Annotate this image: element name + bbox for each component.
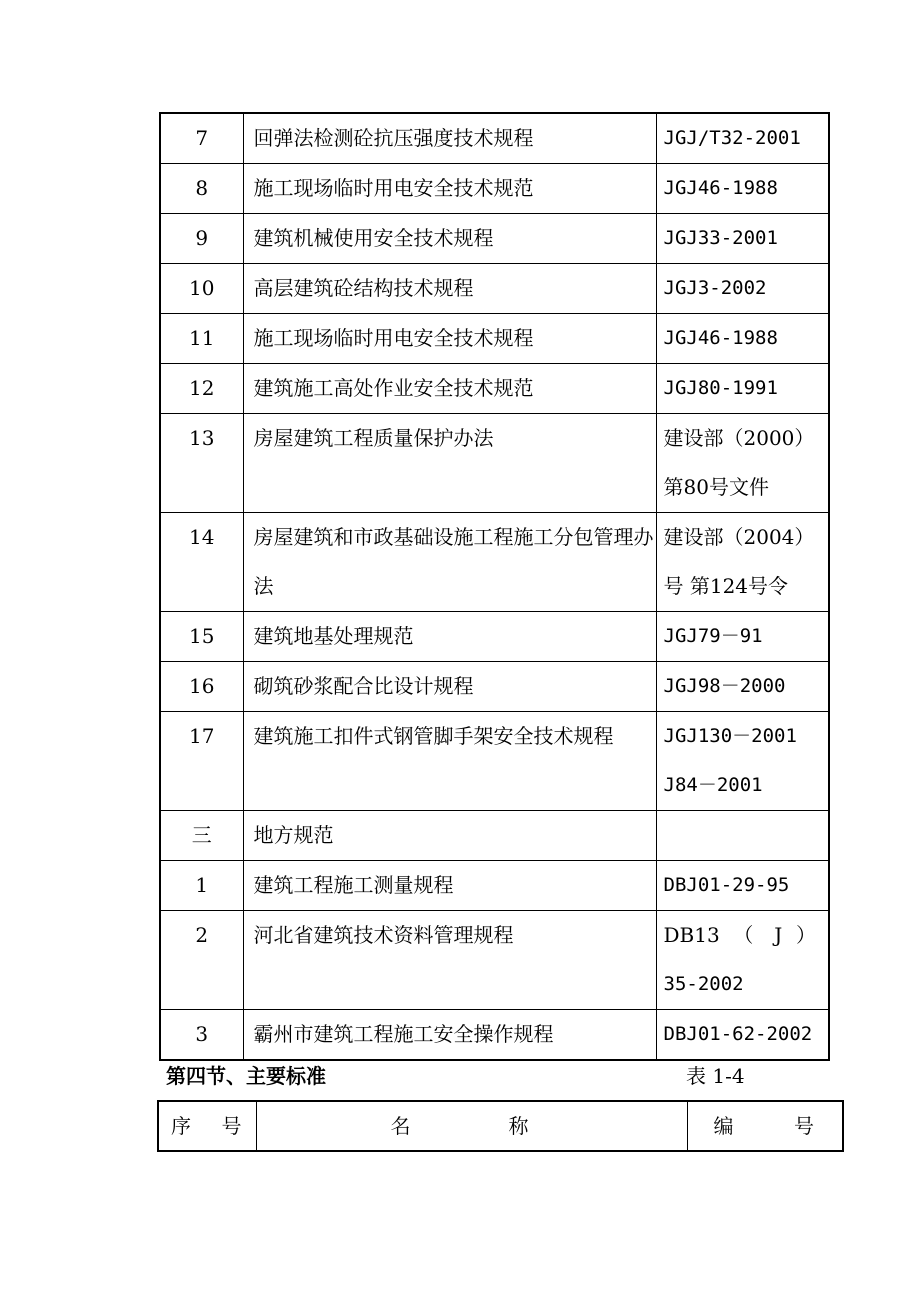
table-row — [160, 264, 829, 314]
row-number: 13 — [160, 414, 243, 513]
table-row — [160, 861, 829, 911]
row-number: 8 — [160, 164, 243, 214]
standard-name: 施工现场临时用电安全技术规范 — [243, 164, 656, 214]
standard-code — [656, 662, 829, 712]
standard-name: 房屋建筑工程质量保护办法 — [243, 414, 656, 513]
row-number: 17 — [160, 712, 243, 811]
table-row — [160, 414, 829, 513]
standard-code-line: JGJ3-2002 — [663, 277, 767, 299]
standard-code-line: JGJ80-1991 — [663, 377, 778, 399]
standard-name: 高层建筑砼结构技术规程 — [243, 264, 656, 314]
standard-code — [656, 414, 829, 513]
standard-code-line: 号 第124号令 — [663, 574, 789, 598]
standard-code-line: JGJ79－91 — [663, 625, 763, 647]
section-title: 第四节、主要标准 — [166, 1064, 326, 1088]
row-number: 1 — [160, 861, 243, 911]
row-number: 12 — [160, 364, 243, 414]
standard-code — [656, 264, 829, 314]
table-row — [160, 1010, 829, 1061]
standard-code-line: 建设部（2004） — [663, 525, 815, 549]
standard-name: 建筑机械使用安全技术规程 — [243, 214, 656, 264]
standard-code-line: JGJ46-1988 — [663, 327, 778, 349]
table-row — [160, 811, 829, 861]
table-row — [160, 214, 829, 264]
table-row — [160, 662, 829, 712]
table-number: 表 1-4 — [686, 1064, 745, 1088]
standard-code-line: JGJ130－2001 — [663, 725, 797, 747]
standard-name: 建筑地基处理规范 — [243, 612, 656, 662]
table-row — [160, 314, 829, 364]
standard-code-line: JGJ46-1988 — [663, 177, 778, 199]
row-number: 16 — [160, 662, 243, 712]
standard-code-line: JGJ/T32-2001 — [663, 127, 801, 149]
standard-name: 建筑工程施工测量规程 — [243, 861, 656, 911]
standard-name: 建筑施工扣件式钢管脚手架安全技术规程 — [243, 712, 656, 811]
standard-code — [656, 364, 829, 414]
row-number: 14 — [160, 513, 243, 612]
standards-table — [159, 112, 830, 1061]
header-code: 编号 — [687, 1101, 843, 1151]
standard-code — [656, 214, 829, 264]
row-number: 2 — [160, 911, 243, 1010]
standard-name: 房屋建筑和市政基础设施工程施工分包管理办法 — [243, 513, 656, 612]
header-no: 序号 — [158, 1101, 256, 1151]
standard-code — [656, 314, 829, 364]
table-row — [160, 712, 829, 811]
standard-code — [656, 861, 829, 911]
standard-code-line: JGJ33-2001 — [663, 227, 778, 249]
standard-code-line: 第80号文件 — [663, 475, 769, 499]
table-row — [160, 164, 829, 214]
standard-code — [656, 811, 829, 861]
row-number: 7 — [160, 113, 243, 164]
header-name: 名称 — [256, 1101, 687, 1151]
standard-code-line: JGJ98－2000 — [663, 675, 786, 697]
standard-name: 霸州市建筑工程施工安全操作规程 — [243, 1010, 656, 1061]
standard-code-line: DB13 （ J ） — [663, 923, 816, 947]
table-row — [160, 911, 829, 1010]
main-standards-table — [157, 1100, 844, 1152]
standard-code — [656, 612, 829, 662]
header-row — [158, 1101, 843, 1151]
standard-name: 建筑施工高处作业安全技术规范 — [243, 364, 656, 414]
standard-code-line: 35-2002 — [663, 973, 744, 995]
table-row — [160, 513, 829, 612]
standard-name: 河北省建筑技术资料管理规程 — [243, 911, 656, 1010]
table-row — [160, 612, 829, 662]
standard-code — [656, 1010, 829, 1061]
standard-code — [656, 712, 829, 811]
standard-name: 砌筑砂浆配合比设计规程 — [243, 662, 656, 712]
standard-code — [656, 513, 829, 612]
table-row — [160, 113, 829, 164]
standard-code — [656, 164, 829, 214]
row-number: 9 — [160, 214, 243, 264]
row-number: 11 — [160, 314, 243, 364]
standard-code-line: DBJ01-29-95 — [663, 874, 790, 896]
row-number: 15 — [160, 612, 243, 662]
row-number: 3 — [160, 1010, 243, 1061]
standard-code-line: DBJ01-62-2002 — [663, 1023, 813, 1045]
table-row — [160, 364, 829, 414]
standard-code-line: 建设部（2000） — [663, 426, 815, 450]
standard-code — [656, 113, 829, 164]
standard-code-line: J84－2001 — [663, 774, 763, 796]
standard-code-line — [664, 811, 829, 860]
standard-code — [656, 911, 829, 1010]
standard-name: 地方规范 — [243, 811, 656, 861]
standard-name: 回弹法检测砼抗压强度技术规程 — [243, 113, 656, 164]
row-number: 三 — [160, 811, 243, 861]
row-number: 10 — [160, 264, 243, 314]
standard-name: 施工现场临时用电安全技术规程 — [243, 314, 656, 364]
